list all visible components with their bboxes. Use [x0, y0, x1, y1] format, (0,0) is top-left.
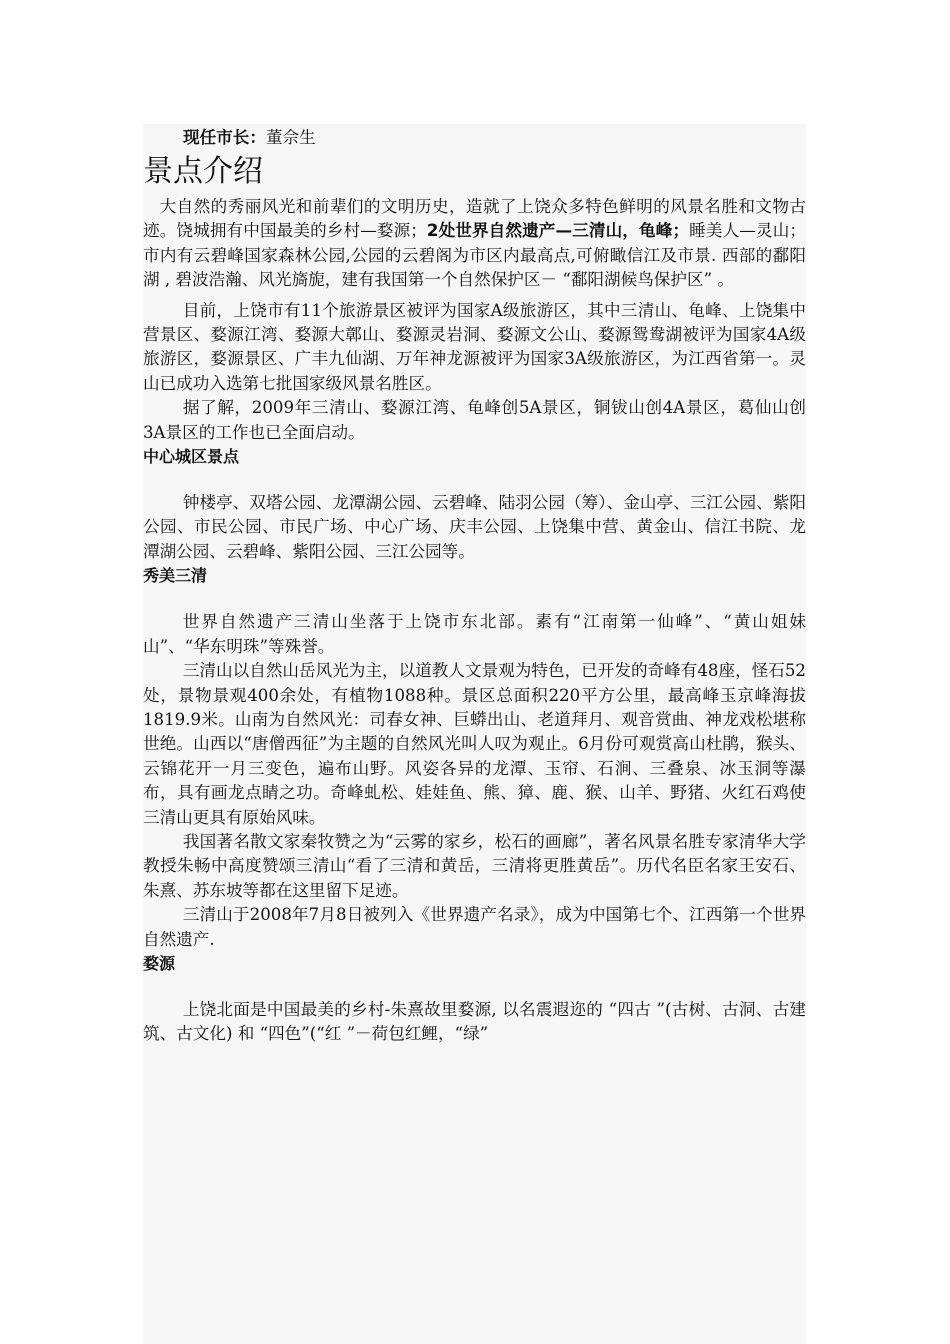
mayor-label: 现任市长：	[183, 128, 266, 147]
section-wuyuan-paragraph: 上饶北面是中国最美的乡村-朱熹故里婺源, 以名震遐迩的 “四古 ”(古树、古洞、古建筑、古文化) 和 “四色”(“红 ”－荷包红鲤，“绿”	[143, 999, 806, 1044]
section-heading-sanqing: 秀美三清	[143, 566, 208, 586]
section-heading-city: 中心城区景点	[143, 447, 240, 467]
page-title: 景点介绍	[143, 154, 263, 189]
intro-paragraph-2: 目前，上饶市有11个旅游景区被评为国家A级旅游区，其中三清山、龟峰、上饶集中营景区、婺源江湾、婺源大鄣山、婺源灵岩洞、婺源文公山、婺源鸳鸯湖被评为国家4A级旅游区，婺源景区、广丰九仙湖、万年神龙源被评为国家3A级旅游区，为江西省第一。灵山已成功入选第七批国家级风景名胜区。	[143, 300, 806, 393]
mayor-name: 董佘生	[265, 128, 316, 147]
section-heading-wuyuan: 婺源	[143, 953, 176, 973]
intro-paragraph-3: 据了解，2009年三清山、婺源江湾、龟峰创5A景区，铜钹山创4A景区，葛仙山创3A景区的工作也已全面启动。	[143, 398, 806, 442]
section-sanqing-paragraph-3: 我国著名散文家秦牧赞之为“云雾的家乡，松石的画廊”，著名风景名胜专家清华大学教授朱畅中高度赞颂三清山“看了三清和黄岳，三清将更胜黄岳”。历代名臣名家王安石、朱熹、苏东坡等都在这里留下足迹。	[143, 831, 806, 900]
section-sanqing-paragraph-2: 三清山以自然山岳风光为主，以道教人文景观为特色，已开发的奇峰有48座，怪石52处，景物景观400余处，有植物1088种。景区总面积220平方公里，最高峰玉京峰海拔1819.9米。山南为自然风光：司春女神、巨蟒出山、老道拜月、观音赏曲、神龙戏松堪称世绝。山西以“唐僧西征”为主题的自然风光叫人叹为观止。6月份可观赏高山杜鹃，猴头、云锦花开一月三变色，遍布山野。风姿各异的龙潭、玉帘、石涧、三叠泉、冰玉洞等瀑布，具有画龙点睛之功。奇峰虬松、娃娃鱼、熊、獐、鹿、猴、山羊、野猪、火红石鸡使三清山更具有原始风味。	[143, 661, 806, 827]
section-sanqing-paragraph-4: 三清山于2008年7月8日被列入《世界遗产名录》，成为中国第七个、江西第一个世界自然遗产.	[143, 905, 806, 949]
intro-text-a: 大自然的秀丽风光和前辈们的文明历史，造就了上饶众多特色鲜明的风景名胜和文物古迹。饶城拥有中国最美的乡村—婺源；	[143, 197, 806, 241]
section-city-paragraph: 钟楼亭、双塔公园、龙潭湖公园、云碧峰、陆羽公园（筹）、金山亭、三江公园、紫阳公园、市民公园、市民广场、中心广场、庆丰公园、上饶集中营、黄金山、信江书院、龙潭湖公园、云碧峰、紫阳公园、三江公园等。	[143, 493, 806, 561]
section-sanqing-paragraph-1: 世界自然遗产三清山坐落于上饶市东北部。素有“江南第一仙峰”、“黄山姐妹山”、“华东明珠”等殊誉。	[143, 612, 806, 656]
intro-paragraph-1	[143, 195, 806, 293]
intro-text-c: 睡美人—灵山；市内有云碧峰国家森林公园,公园的云碧阁为市区内最高点,可俯瞰信江及市景. 西部的鄱阳湖 , 碧波浩瀚、风光旖旎，建有我国第一个自然保护区－ “鄱阳湖候鸟保护区” 。	[143, 221, 807, 290]
intro-text-bold: 2处世界自然遗产—三清山，龟峰；	[426, 221, 690, 241]
mayor-line	[143, 124, 806, 151]
document-body	[143, 124, 806, 1047]
